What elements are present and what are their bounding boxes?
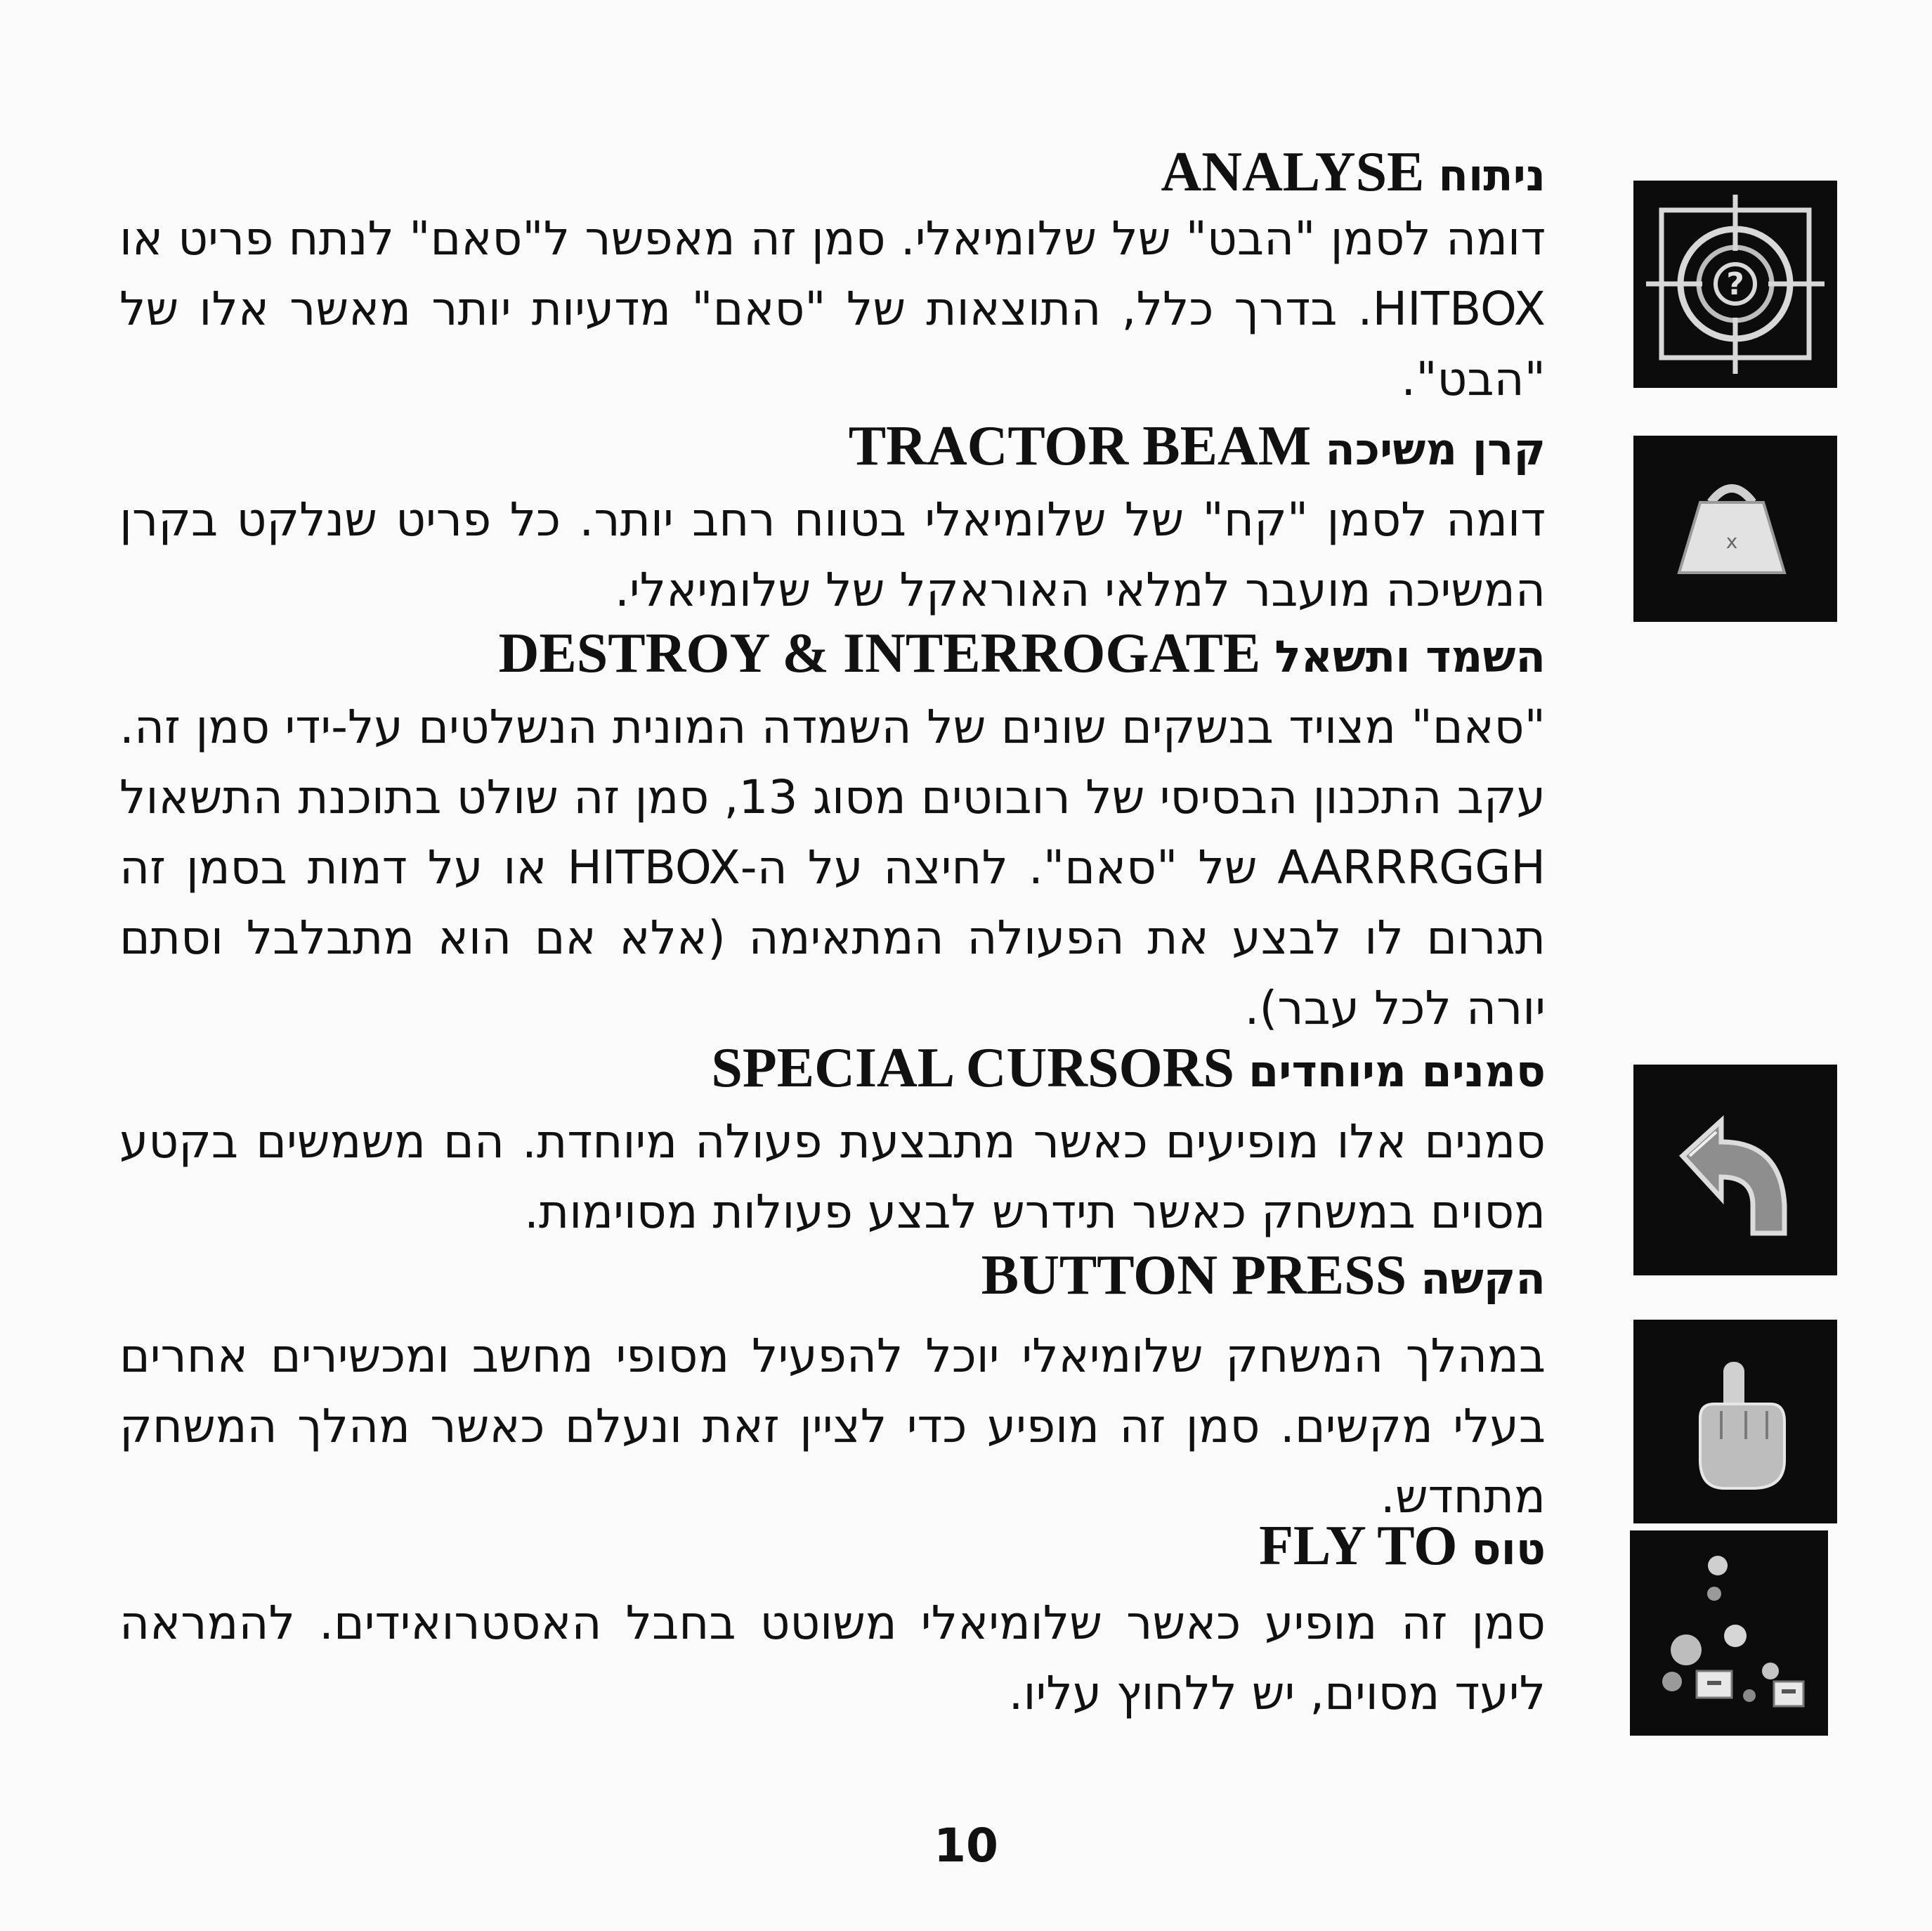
heading-tractor-beam-en: TRACTOR BEAM	[848, 415, 1312, 477]
heading-fly-to-en: FLY TO	[1259, 1515, 1458, 1577]
heading-button-press-he: הקשה	[1421, 1253, 1546, 1304]
paragraph-fly-to: סמן זה מופיע כאשר שלומיאלי משוטט בחבל האסטרואידים. להמראה ליעד מסוים, יש ללחוץ עליו.	[119, 1596, 1546, 1720]
svg-text:?: ?	[1726, 266, 1744, 302]
heading-destroy-interrogate-he: השמד ותשאל	[1274, 631, 1546, 682]
heading-fly-to-he: טוס	[1471, 1523, 1546, 1575]
svg-text:x: x	[1725, 530, 1738, 553]
heading-destroy-interrogate-en: DESTROY & INTERROGATE	[498, 623, 1261, 684]
heading-button-press-en: BUTTON PRESS	[981, 1244, 1407, 1306]
heading-tractor-beam-he: קרן משיכה	[1325, 424, 1546, 475]
paragraph-analyse: דומה לסמן "הבט" של שלומיאלי. סמן זה מאפשר ל"סאם" לנתח פריט או HITBOX. בדרך כלל, התוצאות של "סאם" מדעיות יותר מאשר אלו של "הבט".	[119, 212, 1546, 406]
paragraph-destroy-interrogate: "סאם" מצויד בנשקים שונים של השמדה המונית הנשלטים על-ידי סמן זה. עקב התכנון הבסיסי של רובוטים מסוג 13, סמן זה שולט בתוכנת התשאול AARRRGGH של "סאם". לחיצה על ה-HITBOX או על דמות בסמן זה תגרום לו לבצע את הפעולה המתאימה (אלא אם הוא מתבלבל וסתם יורה לכל עבר).	[119, 700, 1546, 1035]
heading-special-cursors	[711, 1033, 1546, 1107]
heading-analyse	[1161, 137, 1546, 211]
heading-tractor-beam	[849, 411, 1546, 485]
heading-special-cursors-en: SPECIAL CURSORS	[711, 1037, 1235, 1099]
paragraph-tractor-beam: דומה לסמן "קח" של שלומיאלי בטווח רחב יותר. כל פריט שנלקט בקרן המשיכה מועבר למלאי האוראקל של שלומיאלי.	[119, 493, 1546, 617]
heading-special-cursors-he: סמנים מיוחדים	[1248, 1046, 1546, 1097]
paragraph-button-press: במהלך המשחק שלומיאלי יוכל להפעיל מסופי מחשב ומכשירים אחרים בעלי מקשים. סמן זה מופיע כדי לציין זאת ונעלם כאשר מהלך המשחק מתחדש.	[119, 1329, 1546, 1523]
heading-button-press	[981, 1240, 1546, 1314]
heading-destroy-interrogate	[499, 618, 1546, 692]
paragraph-special-cursors: סמנים אלו מופיעים כאשר מתבצעת פעולה מיוחדת. הם משמשים בקטע מסוים במשחק כאשר תידרש לבצע פעולות מסוימות.	[119, 1114, 1546, 1239]
pointing-hand-icon	[1633, 1320, 1837, 1523]
analyse-crosshair-icon	[1633, 181, 1837, 388]
page-number: 10	[934, 1819, 998, 1873]
curved-arrow-icon	[1633, 1065, 1837, 1275]
heading-analyse-he: ניתוח	[1438, 150, 1546, 201]
fly-to-asteroids-icon	[1630, 1530, 1828, 1736]
tractor-beam-weight-icon	[1633, 436, 1837, 622]
heading-fly-to	[1259, 1511, 1546, 1585]
heading-analyse-en: ANALYSE	[1161, 141, 1425, 203]
